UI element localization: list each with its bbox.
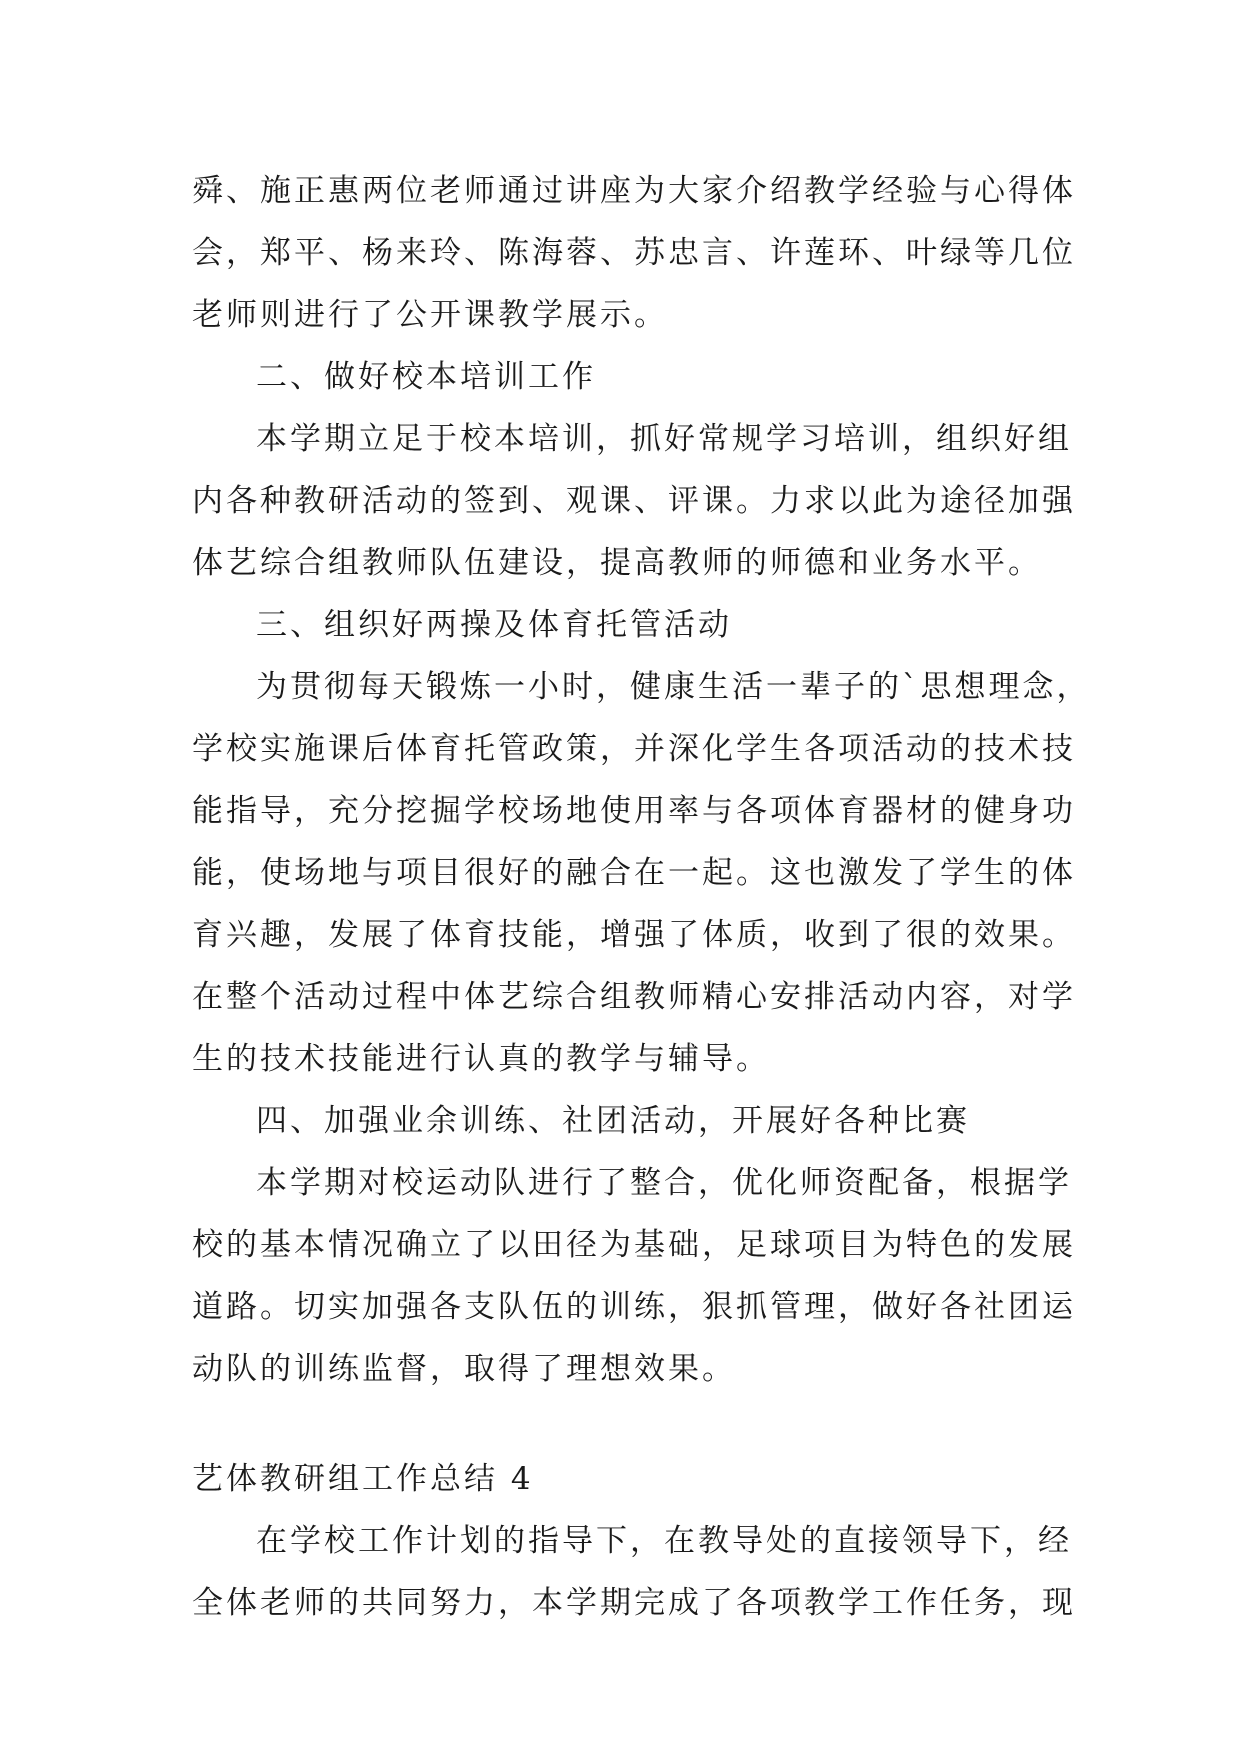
paragraph-school-training — [192, 408, 1076, 594]
section-heading-training-competitions: 四、加强业余训练、社团活动，开展好各种比赛 — [256, 1103, 970, 1139]
text-line: 体艺综合组教师队伍建设，提高教师的师德和业务水平。 — [192, 545, 1042, 581]
paragraph-exercise-activities — [192, 656, 1091, 1090]
text-line: 全体老师的共同努力，本学期完成了各项教学工作任务，现 — [192, 1585, 1076, 1621]
paragraph-lecture-continuation — [192, 160, 1076, 346]
text-line: 舜、施正惠两位老师通过讲座为大家介绍教学经验与心得体 — [192, 173, 1076, 209]
text-line: 为贯彻每天锻炼一小时，健康生活一辈子的`思想理念， — [256, 669, 1091, 705]
paragraph-section-intro — [192, 1510, 1076, 1634]
text-line: 老师则进行了公开课教学展示。 — [192, 297, 668, 333]
text-line: 能，使场地与项目很好的融合在一起。这也激发了学生的体 — [192, 855, 1076, 891]
text-line: 道路。切实加强各支队伍的训练，狠抓管理，做好各社团运 — [192, 1289, 1076, 1325]
text-line: 生的技术技能进行认真的教学与辅导。 — [192, 1041, 770, 1077]
text-line: 会，郑平、杨来玲、陈海蓉、苏忠言、许莲环、叶绿等几位 — [192, 235, 1076, 271]
text-line: 本学期立足于校本培训，抓好常规学习培训，组织好组 — [256, 421, 1072, 457]
section-heading-school-training: 二、做好校本培训工作 — [256, 359, 596, 395]
document-page — [192, 160, 1091, 1634]
text-line: 在整个活动过程中体艺综合组教师精心安排活动内容，对学 — [192, 979, 1076, 1015]
text-line: 学校实施课后体育托管政策，并深化学生各项活动的技术技 — [192, 731, 1076, 767]
text-line: 内各种教研活动的签到、观课、评课。力求以此为途径加强 — [192, 483, 1076, 519]
section-spacer — [192, 1400, 1052, 1448]
text-line: 能指导，充分挖掘学校场地使用率与各项体育器材的健身功 — [192, 793, 1076, 829]
section-heading-exercise-activities: 三、组织好两操及体育托管活动 — [256, 607, 732, 643]
paragraph-training-competitions — [192, 1152, 1076, 1400]
text-line: 本学期对校运动队进行了整合，优化师资配备，根据学 — [256, 1165, 1072, 1201]
text-line: 在学校工作计划的指导下，在教导处的直接领导下，经 — [256, 1523, 1072, 1559]
text-line: 校的基本情况确立了以田径为基础，足球项目为特色的发展 — [192, 1227, 1076, 1263]
text-line: 动队的训练监督，取得了理想效果。 — [192, 1351, 736, 1387]
document-section-title: 艺体教研组工作总结 4 — [192, 1461, 534, 1497]
text-line: 育兴趣，发展了体育技能，增强了体质，收到了很的效果。 — [192, 917, 1076, 953]
